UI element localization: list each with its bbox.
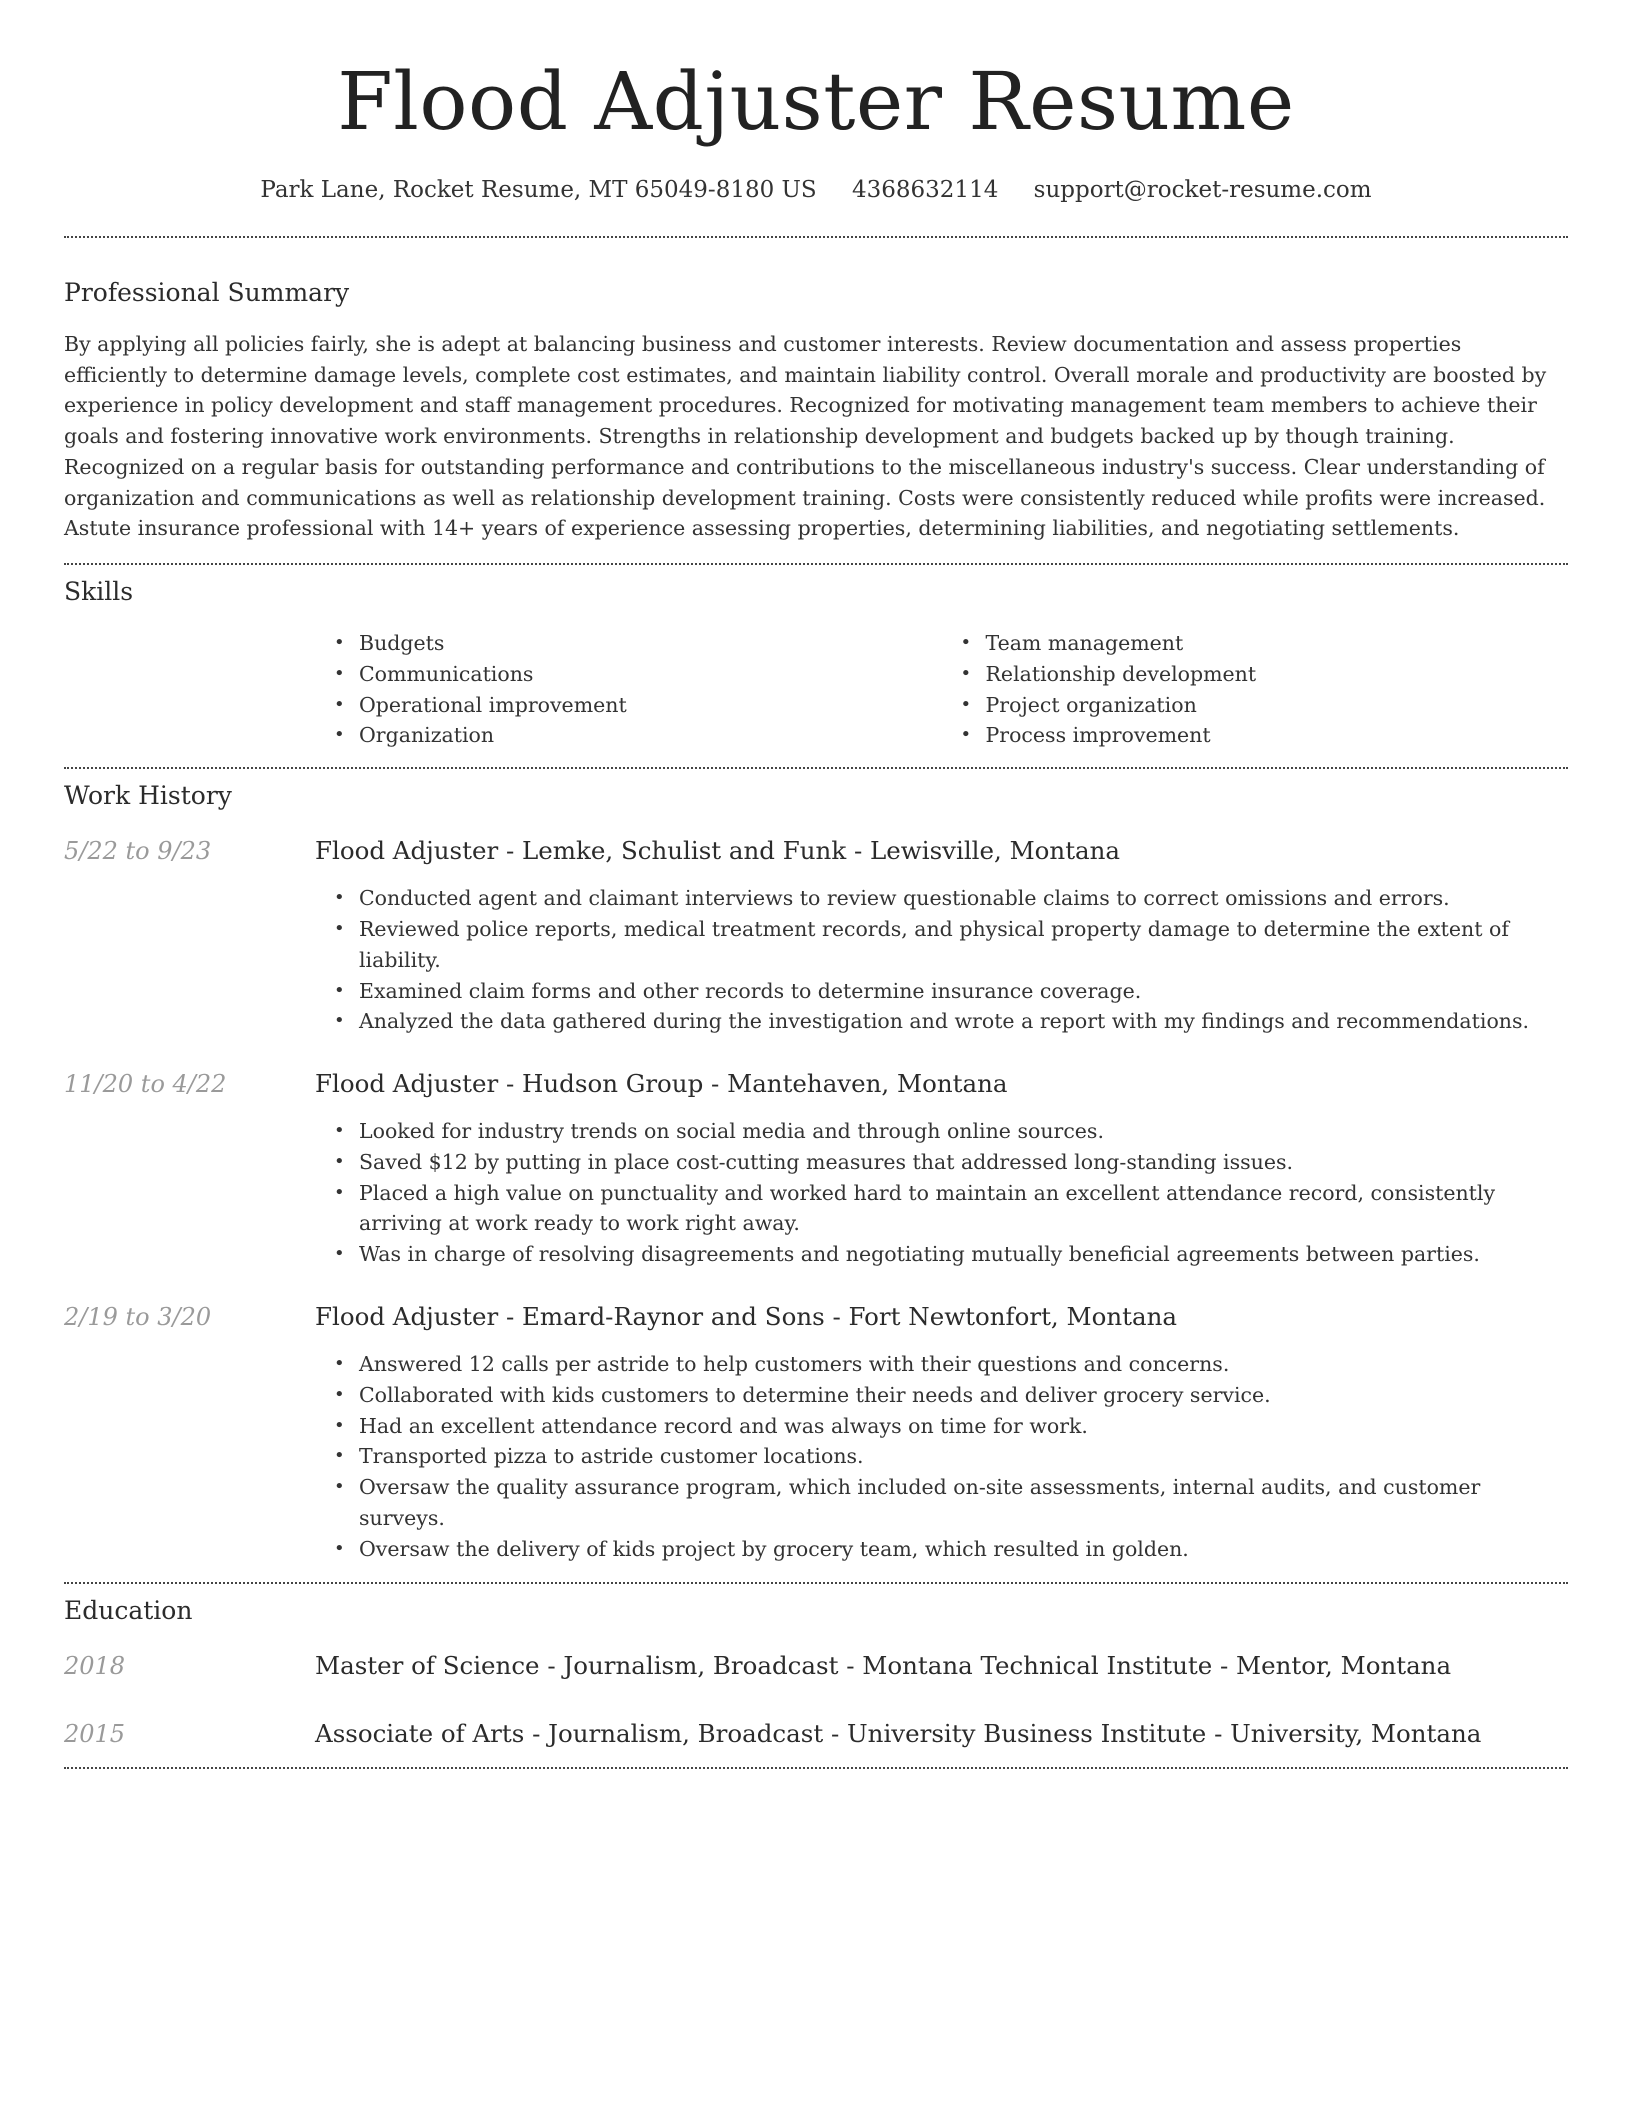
skill-item: • Budgets [359, 628, 942, 659]
contact-phone: 4368632114 [852, 177, 999, 203]
job-title: Flood Adjuster - Lemke, Schulist and Funk - Lewisville, Montana [315, 836, 1121, 866]
divider [64, 767, 1568, 769]
education-year: 2015 [64, 1719, 126, 1748]
skills-list [315, 628, 1568, 751]
job-bullet: • Examined claim forms and other records to determine insurance coverage. [359, 976, 1568, 1007]
job-dates: 5/22 to 9/23 [64, 837, 212, 866]
job-dates: 2/19 to 3/20 [64, 1303, 212, 1332]
job-bullets [315, 883, 1568, 1037]
job-bullet: • Had an excellent attendance record and was always on time for work. [359, 1411, 1568, 1442]
job-bullet: • Oversaw the delivery of kids project by grocery team, which resulted in golden. [359, 1534, 1568, 1565]
section-heading-work-history: Work History [64, 781, 232, 811]
job-bullet: • Transported pizza to astride customer locations. [359, 1441, 1568, 1472]
section-heading-skills: Skills [64, 576, 134, 606]
skill-item: • Operational improvement [359, 690, 942, 721]
contact-line [64, 174, 1568, 206]
divider [64, 1767, 1568, 1769]
job-bullet: • Conducted agent and claimant interviews to review questionable claims to correct omissions and errors. [359, 883, 1568, 914]
education-entry [64, 1650, 1568, 1682]
contact-address: Park Lane, Rocket Resume, MT 65049-8180 US [260, 177, 817, 203]
summary-text: By applying all policies fairly, she is adept at balancing business and customer interests. Review documentation and assess properties efficiently to determine damage levels, complete cost estimates, and maintain liability control. Overall morale and productivity are boosted by experience in policy development and staff management procedures. Recognized for motivating management team members to achieve their goals and fostering innovative work environments. Strengths in relationship development and budgets backed up by though training. Recognized on a regular basis for outstanding performance and contributions to the miscellaneous industry's success. Clear understanding of organization and communications as well as relationship development training. Costs were consistently reduced while profits were increased. Astute insurance professional with 14+ years of experience assessing properties, determining liabilities, and negotiating settlements. [64, 332, 1547, 541]
education-title: Associate of Arts - Journalism, Broadcast - University Business Institute - University, Montana [315, 1718, 1482, 1748]
skills-column-left [315, 628, 942, 751]
skill-item: • Project organization [986, 690, 1569, 721]
divider [64, 1582, 1568, 1584]
job-bullet: • Analyzed the data gathered during the investigation and wrote a report with my findings and recommendations. [359, 1006, 1568, 1037]
job-entry [64, 835, 1568, 1037]
skill-item: • Communications [359, 659, 942, 690]
job-bullet: • Reviewed police reports, medical treatment records, and physical property damage to determine the extent of liability. [359, 914, 1568, 976]
job-title: Flood Adjuster - Emard-Raynor and Sons - Fort Newtonfort, Montana [315, 1302, 1177, 1332]
job-bullet: • Collaborated with kids customers to determine their needs and deliver grocery service. [359, 1380, 1568, 1411]
education-year: 2018 [64, 1651, 126, 1680]
education-entry [64, 1718, 1568, 1750]
skill-item: • Team management [986, 628, 1569, 659]
job-bullet: • Oversaw the quality assurance program, which included on-site assessments, internal audits, and customer surveys. [359, 1472, 1568, 1534]
job-bullet: • Placed a high value on punctuality and worked hard to maintain an excellent attendance record, consistently arriving at work ready to work right away. [359, 1178, 1568, 1240]
section-heading-education: Education [64, 1595, 193, 1625]
contact-email: support@rocket-resume.com [1033, 177, 1372, 203]
skill-item: • Organization [359, 720, 942, 751]
skill-item: • Relationship development [986, 659, 1569, 690]
job-bullet: • Looked for industry trends on social media and through online sources. [359, 1116, 1568, 1147]
resume-page [64, 0, 1568, 1769]
skills-column-right [942, 628, 1569, 751]
divider [64, 236, 1568, 238]
job-bullets [315, 1349, 1568, 1565]
education-title: Master of Science - Journalism, Broadcast - Montana Technical Institute - Mentor, Montana [315, 1650, 1452, 1680]
job-bullets [315, 1116, 1568, 1270]
job-bullet: • Was in charge of resolving disagreements and negotiating mutually beneficial agreements between parties. [359, 1239, 1568, 1270]
job-entry [64, 1301, 1568, 1565]
divider [64, 563, 1568, 565]
job-bullet: • Saved $12 by putting in place cost-cutting measures that addressed long-standing issues. [359, 1147, 1568, 1178]
job-dates: 11/20 to 4/22 [64, 1070, 227, 1099]
skill-item: • Process improvement [986, 720, 1569, 751]
section-heading-summary: Professional Summary [64, 278, 350, 307]
job-title: Flood Adjuster - Hudson Group - Mantehaven, Montana [315, 1069, 1008, 1099]
job-bullet: • Answered 12 calls per astride to help customers with their questions and concerns. [359, 1349, 1568, 1380]
job-entry [64, 1068, 1568, 1270]
resume-title: Flood Adjuster Resume [337, 55, 1295, 148]
